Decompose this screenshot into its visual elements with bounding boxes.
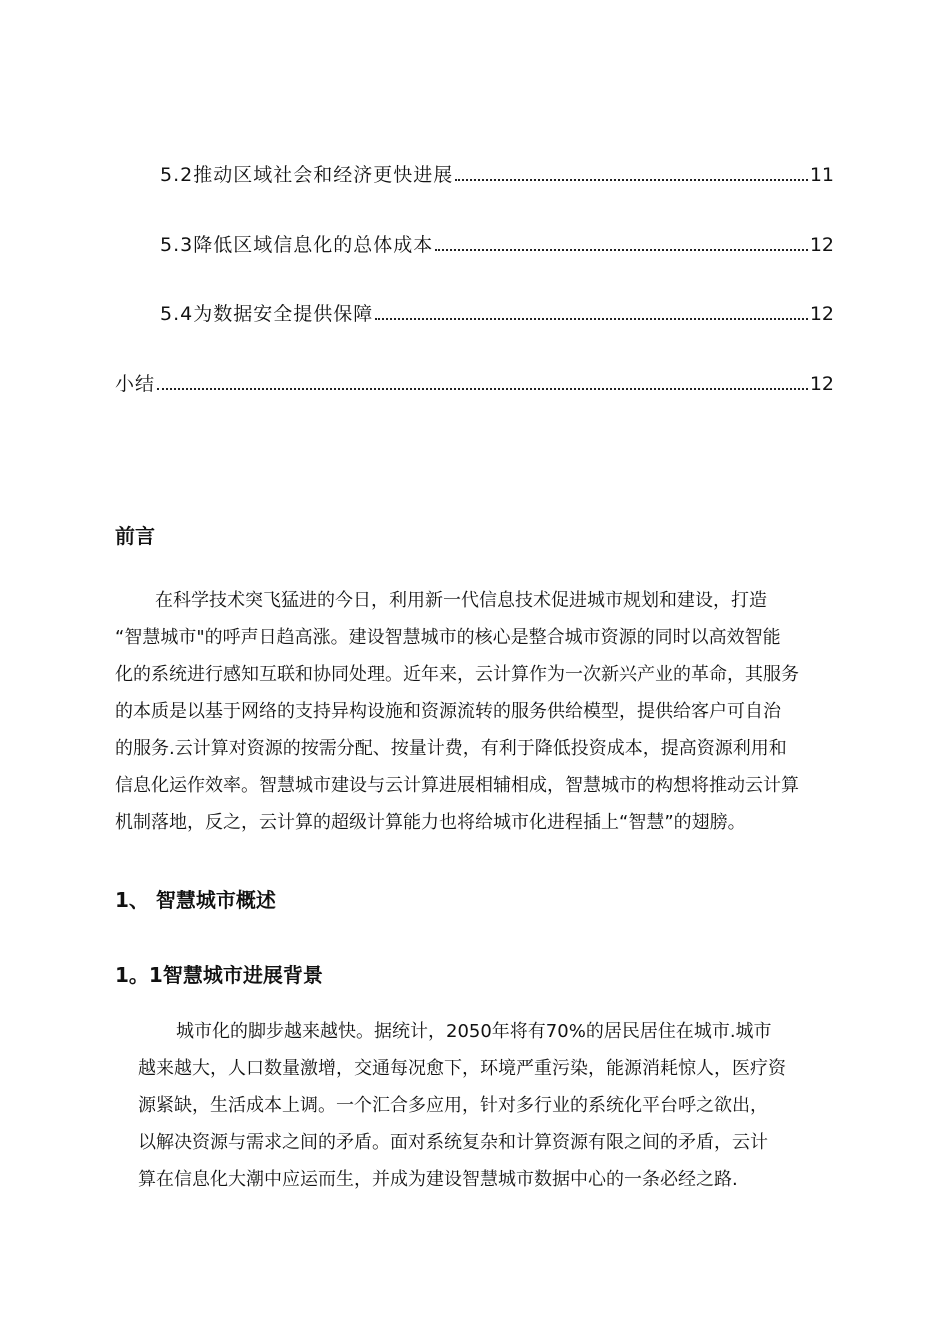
- paragraph-line: “智慧城市"的呼声日趋高涨。建设智慧城市的核心是整合城市资源的同时以高效智能: [115, 627, 781, 648]
- section-1-1-paragraph: [138, 1013, 818, 1198]
- paragraph-line: 源紧缺，生活成本上调。一个汇合多应用，针对多行业的系统化平台呼之欲出，: [138, 1095, 768, 1116]
- paragraph-line: 在科学技术突飞猛进的今日，利用新一代信息技术促进城市规划和建设，打造: [155, 590, 767, 611]
- paragraph-line: 算在信息化大潮中应运而生，并成为建设智慧城市数据中心的一条必经之路.: [138, 1169, 738, 1190]
- toc-entry-5-3[interactable]: [160, 232, 834, 258]
- paragraph-line: 信息化运作效率。智慧城市建设与云计算进展相辅相成，智慧城市的构想将推动云计算: [115, 775, 799, 796]
- toc-page-number: 12: [809, 373, 834, 395]
- toc-entry-5-2[interactable]: [160, 162, 834, 188]
- paragraph-line: 机制落地，反之，云计算的超级计算能力也将给城市化进程插上“智慧”的翅膀。: [115, 812, 746, 833]
- toc-label: 5.2推动区域社会和经济更快进展: [160, 164, 454, 186]
- toc-page-number: 12: [809, 303, 834, 325]
- section-1-1-heading: 1。1智慧城市进展背景: [115, 963, 323, 987]
- toc-label: 5.4为数据安全提供保障: [160, 303, 374, 325]
- preface-heading: 前言: [115, 524, 155, 548]
- paragraph-line: 以解决资源与需求之间的矛盾。面对系统复杂和计算资源有限之间的矛盾，云计: [138, 1132, 768, 1153]
- toc-leader-dots: [157, 388, 808, 390]
- toc-entry-5-4[interactable]: [160, 301, 834, 327]
- toc-label: 5.3降低区域信息化的总体成本: [160, 234, 434, 256]
- paragraph-line: 越来越大，人口数量激增，交通每况愈下，环境严重污染，能源消耗惊人，医疗资: [138, 1058, 786, 1079]
- toc-page-number: 11: [809, 164, 834, 186]
- paragraph-line: 的本质是以基于网络的支持异构设施和资源流转的服务供给模型，提供给客户可自治: [115, 701, 781, 722]
- section-1-heading: 1、 智慧城市概述: [115, 888, 276, 912]
- paragraph-line: 城市化的脚步越来越快。据统计，2050年将有70%的居民居住在城市.城市: [176, 1021, 772, 1042]
- paragraph-line: 化的系统进行感知互联和协同处理。近年来，云计算作为一次新兴产业的革命，其服务: [115, 664, 799, 685]
- preface-paragraph: [115, 582, 835, 841]
- toc-page-number: 12: [809, 234, 834, 256]
- toc-leader-dots: [375, 318, 808, 320]
- toc-leader-dots: [435, 249, 808, 251]
- paragraph-line: 的服务.云计算对资源的按需分配、按量计费，有利于降低投资成本，提高资源利用和: [115, 738, 787, 759]
- toc-entry-summary[interactable]: [115, 371, 834, 397]
- toc-label: 小结: [115, 373, 156, 395]
- toc-leader-dots: [455, 179, 808, 181]
